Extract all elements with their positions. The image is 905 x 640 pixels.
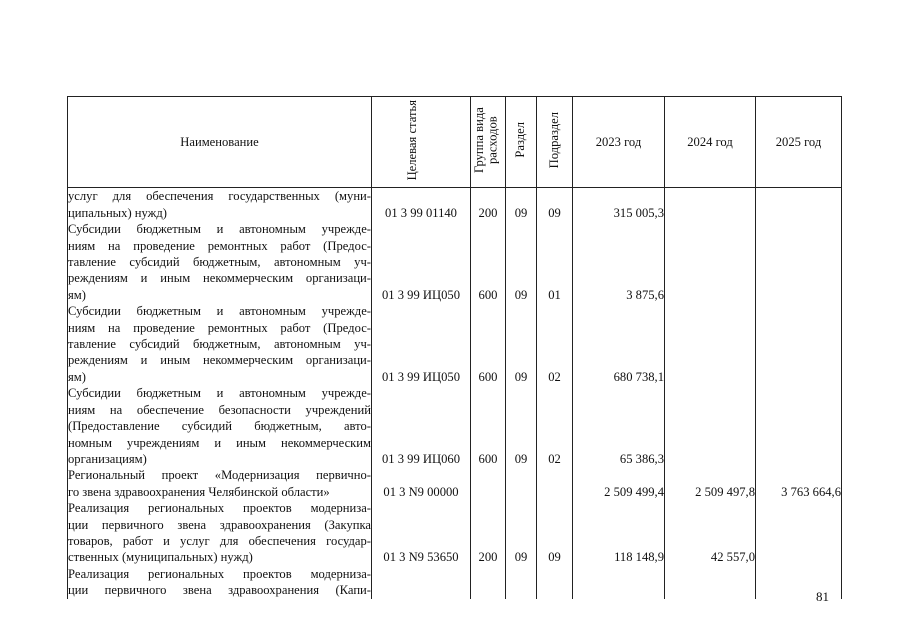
row-expense-group: 600 [471,385,506,467]
row-section: 09 [506,500,537,566]
row-name-line: ственных (муниципальных) нужд) [68,550,253,565]
row-name-line: ям) [68,369,86,384]
header-name: Наименование [68,97,372,188]
row-name-line: тавление субсидий бюджетным, автономным уч- [68,337,371,352]
row-subsection: 09 [537,500,573,566]
table-row [68,385,842,467]
row-name-line: го звена здравоохранения Челябинской области» [68,484,330,499]
table-row [68,500,842,566]
row-name-line: Субсидии бюджетным и автономным учрежде- [68,386,371,401]
row-2025 [756,385,842,467]
row-section: 09 [506,385,537,467]
table-row [68,188,842,221]
header-section: Раздел [513,122,528,158]
row-name [68,566,372,599]
row-code: 01 3 99 ИЦ050 [372,303,471,385]
row-section: 09 [506,221,537,303]
row-2024: 42 557,0 [665,500,756,566]
row-2025 [756,303,842,385]
row-name-line: Реализация региональных проектов модерниза- [68,566,371,581]
row-name-line: товаров, работ и услуг для обеспечения государ- [68,533,371,548]
header-subsection: Подраздел [546,111,561,169]
row-name-line: ниям на проведение ремонтных работ (Предос- [68,238,371,253]
row-expense-group [471,467,506,500]
row-2023: 2 509 499,4 [573,467,665,500]
row-name-line: ции первичного звена здравоохранения (Закупка [68,517,371,532]
header-expense-group: Группа вида расходов [472,107,500,173]
header-row [68,97,842,188]
page-number: 81 [816,589,829,604]
row-name-line: ниям на проведение ремонтных работ (Предос- [68,320,371,335]
row-2023: 680 738,1 [573,303,665,385]
row-2023: 315 005,3 [573,188,665,221]
row-code: 01 3 99 ИЦ060 [372,385,471,467]
row-name-line: тавление субсидий бюджетным, автономным уч- [68,255,371,270]
row-2023: 118 148,9 [573,500,665,566]
row-expense-group: 600 [471,303,506,385]
table-row [68,221,842,303]
table-row [68,566,842,599]
row-code: 01 3 N9 00000 [372,467,471,500]
row-2023 [573,566,665,599]
row-expense-group: 200 [471,188,506,221]
row-2025 [756,188,842,221]
row-subsection: 02 [537,385,573,467]
row-section [506,467,537,500]
row-section [506,566,537,599]
row-subsection: 01 [537,221,573,303]
row-2024 [665,303,756,385]
row-code: 01 3 99 01140 [372,188,471,221]
header-2025: 2025 год [756,97,842,188]
row-2023: 3 875,6 [573,221,665,303]
row-2024 [665,221,756,303]
row-code: 01 3 99 ИЦ050 [372,221,471,303]
row-name-line: Реализация региональных проектов модерниза- [68,501,371,516]
row-name-line: ям) [68,287,86,302]
row-name-line: Субсидии бюджетным и автономным учрежде- [68,222,371,237]
row-code [372,566,471,599]
row-name [68,188,372,221]
row-name-line: Региональный проект «Модернизация первично- [68,468,371,483]
row-subsection [537,467,573,500]
row-subsection: 09 [537,188,573,221]
row-2024 [665,188,756,221]
row-code: 01 3 N9 53650 [372,500,471,566]
row-2024 [665,566,756,599]
table-row [68,467,842,500]
row-name-line: организациям) [68,451,147,466]
row-name-line: (Предоставление субсидий бюджетным, авто- [68,419,371,434]
row-expense-group [471,566,506,599]
budget-table [67,96,842,599]
row-name [68,385,372,467]
row-name [68,221,372,303]
header-2024: 2024 год [665,97,756,188]
row-2024: 2 509 497,8 [665,467,756,500]
row-2024 [665,385,756,467]
row-name-line: номным учреждениям и иным некоммерческим [68,435,371,450]
table-body [68,188,842,599]
row-section: 09 [506,188,537,221]
row-subsection [537,566,573,599]
row-name [68,467,372,500]
row-2025 [756,221,842,303]
row-2023: 65 386,3 [573,385,665,467]
row-subsection: 02 [537,303,573,385]
row-name-line: услуг для обеспечения государственных (муни- [68,189,371,204]
row-name-line: ции первичного звена здравоохранения (Капи- [68,583,371,598]
row-name-line: Субсидии бюджетным и автономным учрежде- [68,304,371,319]
row-name-line: ниям на обеспечение безопасности учреждений [68,402,371,417]
table-row [68,303,842,385]
row-2025: 3 763 664,6 [756,467,842,500]
row-name-line: реждениям и иным некоммерческим организаци- [68,271,371,286]
row-2025 [756,500,842,566]
row-name-line: реждениям и иным некоммерческим организаци- [68,353,371,368]
row-expense-group: 200 [471,500,506,566]
row-expense-group: 600 [471,221,506,303]
row-section: 09 [506,303,537,385]
header-2023: 2023 год [573,97,665,188]
row-name [68,303,372,385]
row-name [68,500,372,566]
row-name-line: ципальных) нужд) [68,205,167,220]
header-code: Целевая статья [405,99,419,181]
